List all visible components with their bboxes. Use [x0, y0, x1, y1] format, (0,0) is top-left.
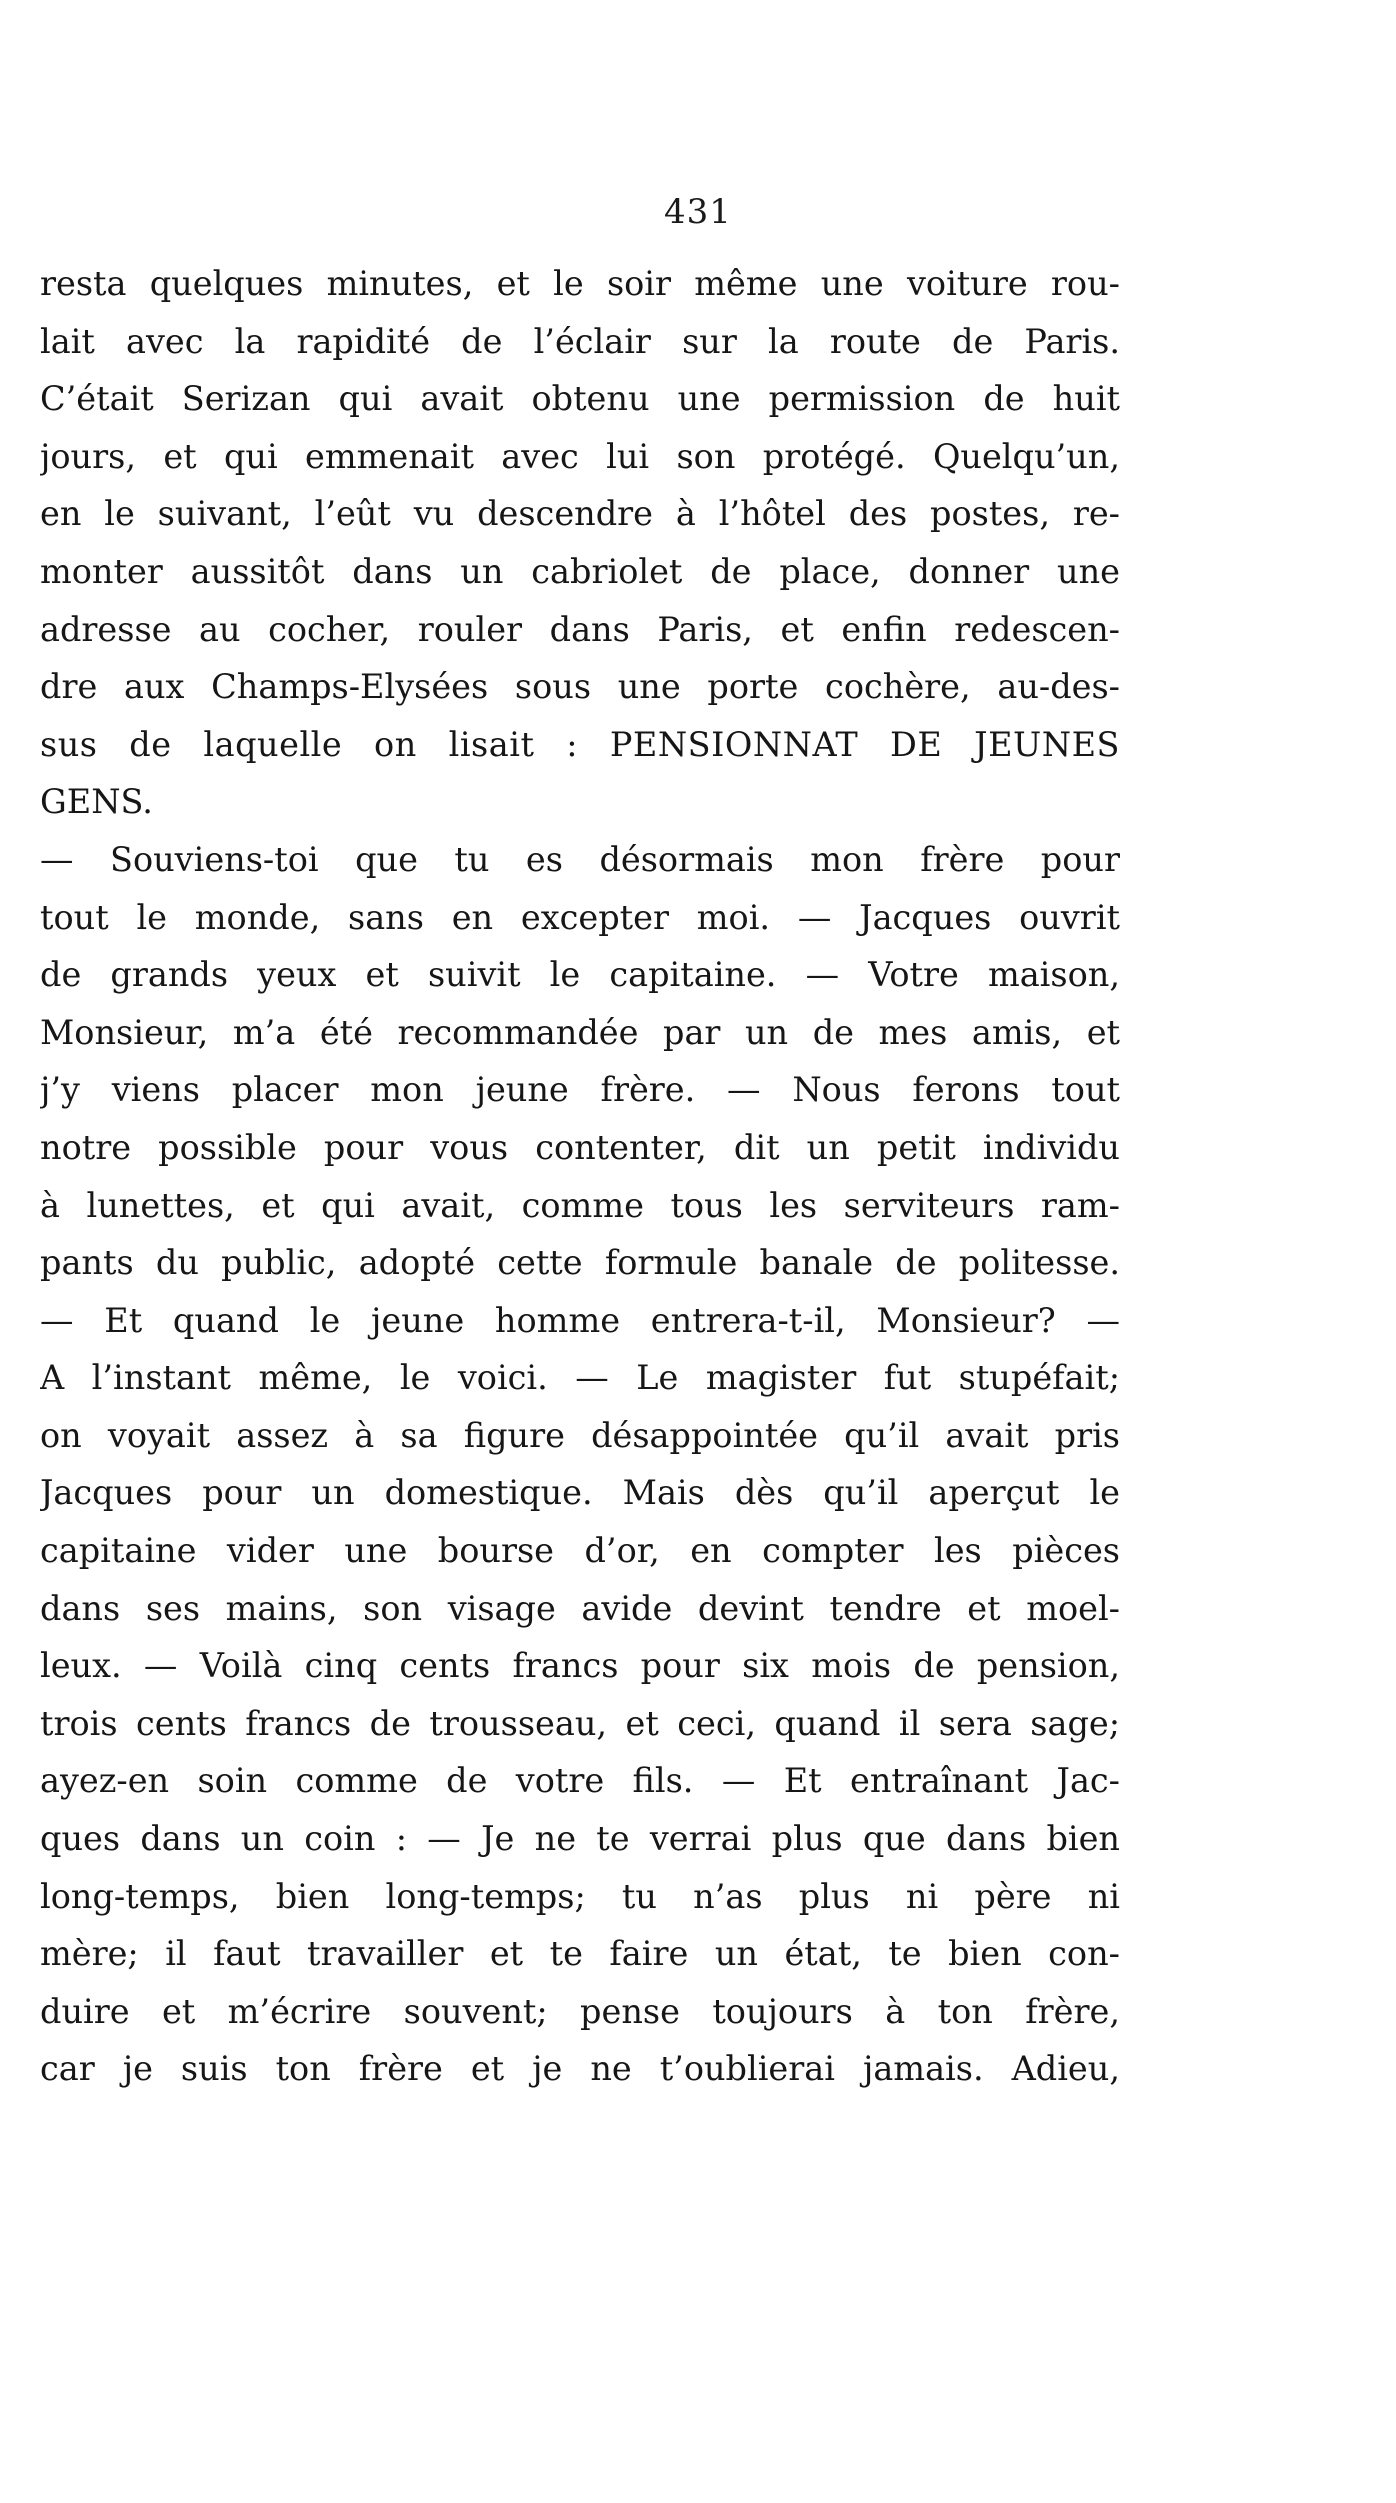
- text-line: C’était Serizan qui avait obtenu une permission de huit: [40, 379, 1120, 419]
- text-line: Jacques pour un domestique. Mais dès qu’il aperçut le: [40, 1473, 1120, 1513]
- text-line: lait avec la rapidité de l’éclair sur la route de Paris.: [40, 321, 1120, 361]
- body-text: [40, 255, 1120, 2098]
- text-line: resta quelques minutes, et le soir même une voiture rou-: [40, 264, 1120, 303]
- text-line: on voyait assez à sa figure désappointée qu’il avait pris: [40, 1415, 1120, 1455]
- text-line: ques dans un coin : — Je ne te verrai plus que dans bien: [40, 1819, 1120, 1859]
- page-number: 431: [664, 192, 732, 232]
- text-line: ayez-en soin comme de votre fils. — Et entraînant Jac-: [40, 1761, 1120, 1801]
- text-line: en le suivant, l’eût vu descendre à l’hôtel des postes, re-: [40, 494, 1120, 534]
- text-line: de grands yeux et suivit le capitaine. — Votre maison,: [40, 955, 1120, 995]
- text-line: adresse au cocher, rouler dans Paris, et enfin redescen-: [40, 609, 1120, 649]
- text-line: A l’instant même, le voici. — Le magister fut stupéfait;: [40, 1358, 1120, 1398]
- text-line: monter aussitôt dans un cabriolet de place, donner une: [40, 551, 1120, 591]
- text-line: pants du public, adopté cette formule banale de politesse.: [40, 1243, 1120, 1283]
- text-line: duire et m’écrire souvent; pense toujours à ton frère,: [40, 1991, 1120, 2031]
- text-line: mère; il faut travailler et te faire un état, te bien con-: [40, 1934, 1120, 1974]
- text-line: tout le monde, sans en excepter moi. — Jacques ouvrit: [40, 897, 1120, 937]
- text-line: GENS.: [40, 782, 153, 822]
- text-line: leux. — Voilà cinq cents francs pour six mois de pension,: [40, 1646, 1120, 1686]
- text-line: long-temps, bien long-temps; tu n’as plus ni père ni: [40, 1876, 1120, 1916]
- text-line: Monsieur, m’a été recommandée par un de mes amis, et: [40, 1012, 1120, 1052]
- text-line: notre possible pour vous contenter, dit un petit individu: [40, 1127, 1120, 1167]
- text-line: trois cents francs de trousseau, et ceci, quand il sera sage;: [40, 1703, 1120, 1743]
- text-line: — Souviens-toi que tu es désormais mon frère pour: [40, 839, 1120, 879]
- text-line: car je suis ton frère et je ne t’oublierai jamais. Adieu,: [40, 2049, 1120, 2089]
- text-line: — Et quand le jeune homme entrera-t-il, Monsieur? —: [40, 1300, 1120, 1340]
- text-line: à lunettes, et qui avait, comme tous les serviteurs ram-: [40, 1185, 1120, 1225]
- text-line: dre aux Champs-Elysées sous une porte cochère, au-des-: [40, 667, 1120, 707]
- text-line: jours, et qui emmenait avec lui son protégé. Quelqu’un,: [40, 436, 1120, 476]
- text-line: sus de laquelle on lisait : PENSIONNAT DE JEUNES: [40, 724, 1120, 764]
- text-line: dans ses mains, son visage avide devint tendre et moel-: [40, 1588, 1120, 1628]
- text-line: capitaine vider une bourse d’or, en compter les pièces: [40, 1531, 1120, 1571]
- text-line: j’y viens placer mon jeune frère. — Nous ferons tout: [40, 1070, 1120, 1110]
